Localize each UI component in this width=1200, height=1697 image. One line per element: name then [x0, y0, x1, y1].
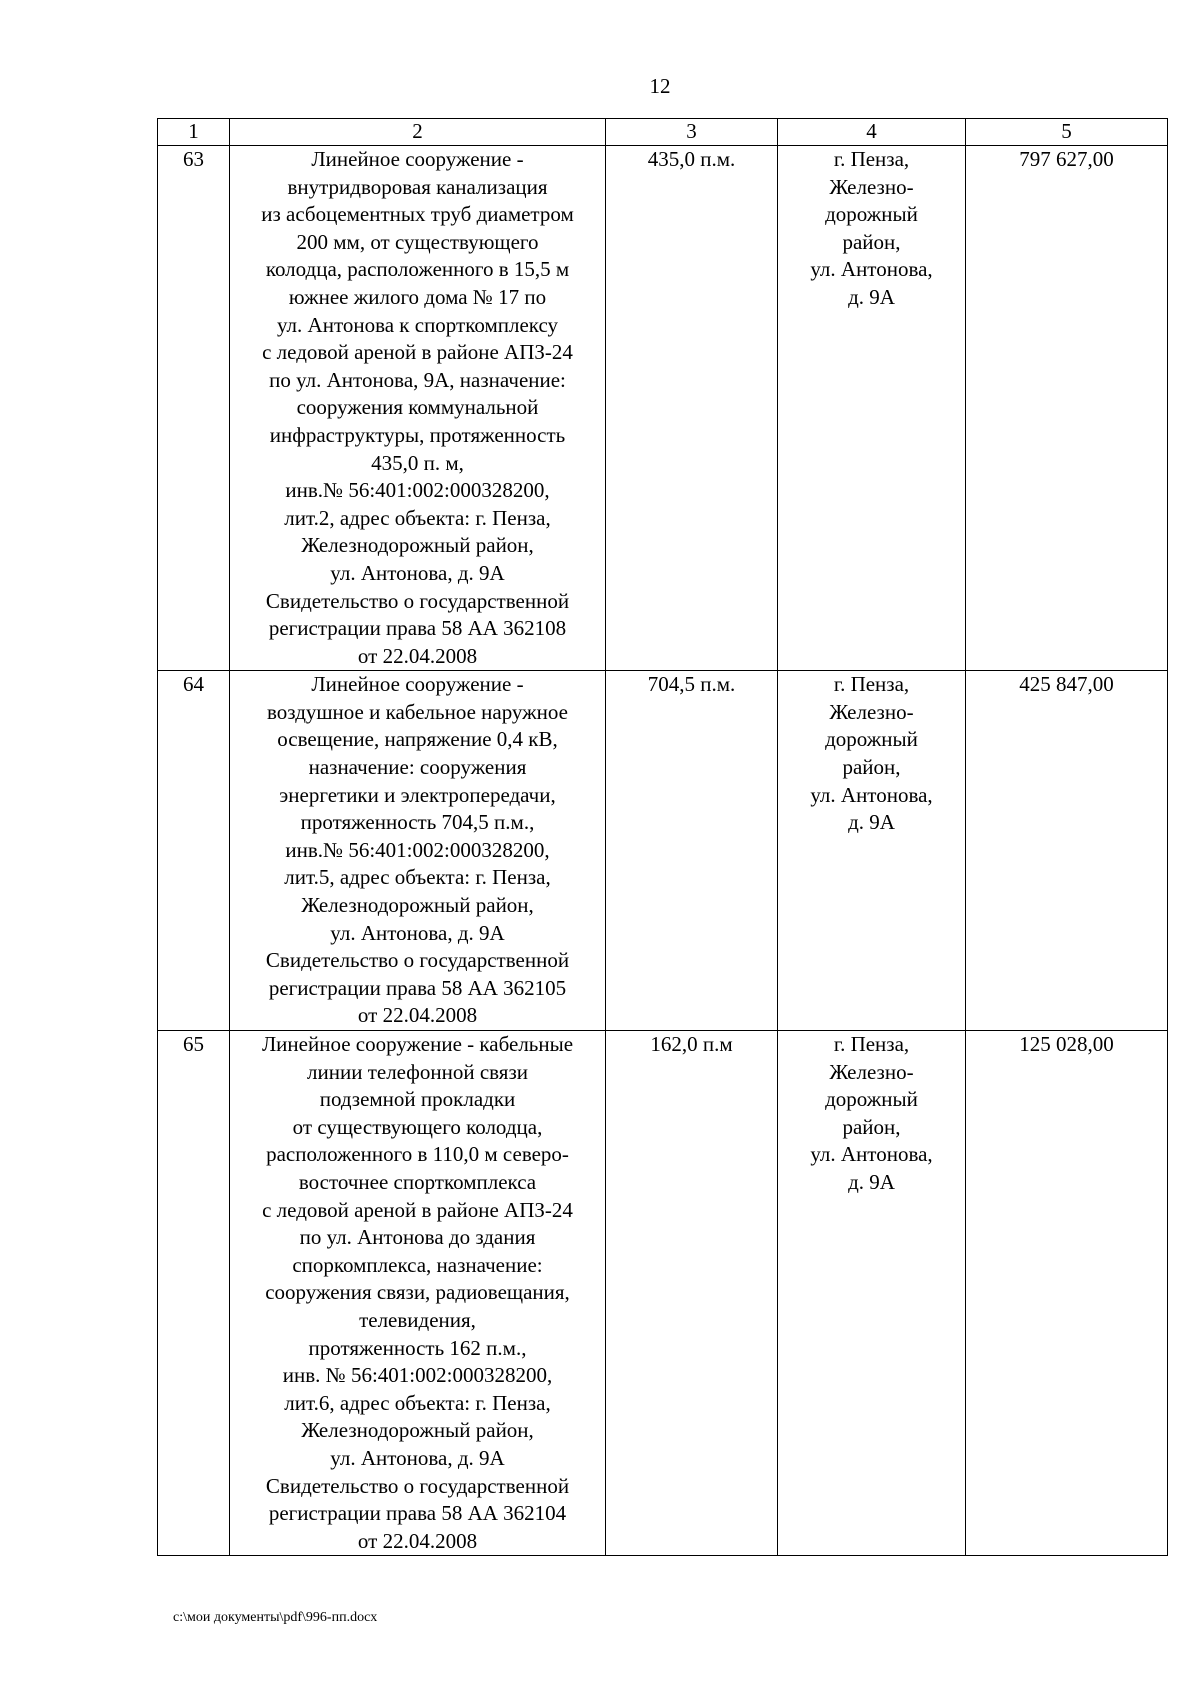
object-description: Линейное сооружение - внутридворовая канализация из асбоцементных труб диаметром 200 мм, от существующего колодца, расположенного в 15,5 м южнее жилого дома № 17 по ул. Антонова к спорткомплексу с ледовой ареной в районе АПЗ-24 по ул. Антонова, 9А, назначение: сооружения коммунальной инфраструктуры, протяженность 435,0 п. м, инв.№ 56:401:002:000328200, лит.2, адрес объекта: г. Пенза, Железнодорожный район, ул. Антонова, д. 9А Свидетельство о государственной регистрации права 58 АА 362108 от 22.04.2008: [230, 146, 606, 671]
object-length: 435,0 п.м.: [606, 146, 778, 671]
footer-file-path: c:\мои документы\pdf\996-пп.docx: [173, 1610, 378, 1625]
table-row: [158, 671, 1168, 1031]
table-row: [158, 146, 1168, 671]
row-number: 65: [158, 1031, 230, 1556]
column-header-3: 3: [606, 119, 778, 146]
object-description: Линейное сооружение - воздушное и кабельное наружное освещение, напряжение 0,4 кВ, назначение: сооружения энергетики и электропередачи, протяженность 704,5 п.м., инв.№ 56:401:002:000328200, лит.5, адрес объекта: г. Пенза, Железнодорожный район, ул. Антонова, д. 9А Свидетельство о государственной регистрации права 58 АА 362105 от 22.04.2008: [230, 671, 606, 1031]
column-header-2: 2: [230, 119, 606, 146]
column-header-5: 5: [966, 119, 1168, 146]
object-value: 797 627,00: [966, 146, 1168, 671]
property-registry-table: [157, 118, 1168, 1556]
object-address: г. Пенза, Железно- дорожный район, ул. Антонова, д. 9А: [778, 146, 966, 671]
page-number: 12: [649, 74, 671, 98]
table-header-row: [158, 119, 1168, 146]
object-address: г. Пенза, Железно- дорожный район, ул. Антонова, д. 9А: [778, 671, 966, 1031]
object-description: Линейное сооружение - кабельные линии телефонной связи подземной прокладки от существующего колодца, расположенного в 110,0 м северо- восточнее спорткомплекса с ледовой ареной в районе АПЗ-24 по ул. Антонова до здания споркомплекса, назначение: сооружения связи, радиовещания, телевидения, протяженность 162 п.м., инв. № 56:401:002:000328200, лит.6, адрес объекта: г. Пенза, Железнодорожный район, ул. Антонова, д. 9А Свидетельство о государственной регистрации права 58 АА 362104 от 22.04.2008: [230, 1031, 606, 1556]
object-length: 704,5 п.м.: [606, 671, 778, 1031]
table-row: [158, 1031, 1168, 1556]
column-header-4: 4: [778, 119, 966, 146]
column-header-1: 1: [158, 119, 230, 146]
object-length: 162,0 п.м: [606, 1031, 778, 1556]
row-number: 63: [158, 146, 230, 671]
object-value: 125 028,00: [966, 1031, 1168, 1556]
row-number: 64: [158, 671, 230, 1031]
object-value: 425 847,00: [966, 671, 1168, 1031]
object-address: г. Пенза, Железно- дорожный район, ул. Антонова, д. 9А: [778, 1031, 966, 1556]
